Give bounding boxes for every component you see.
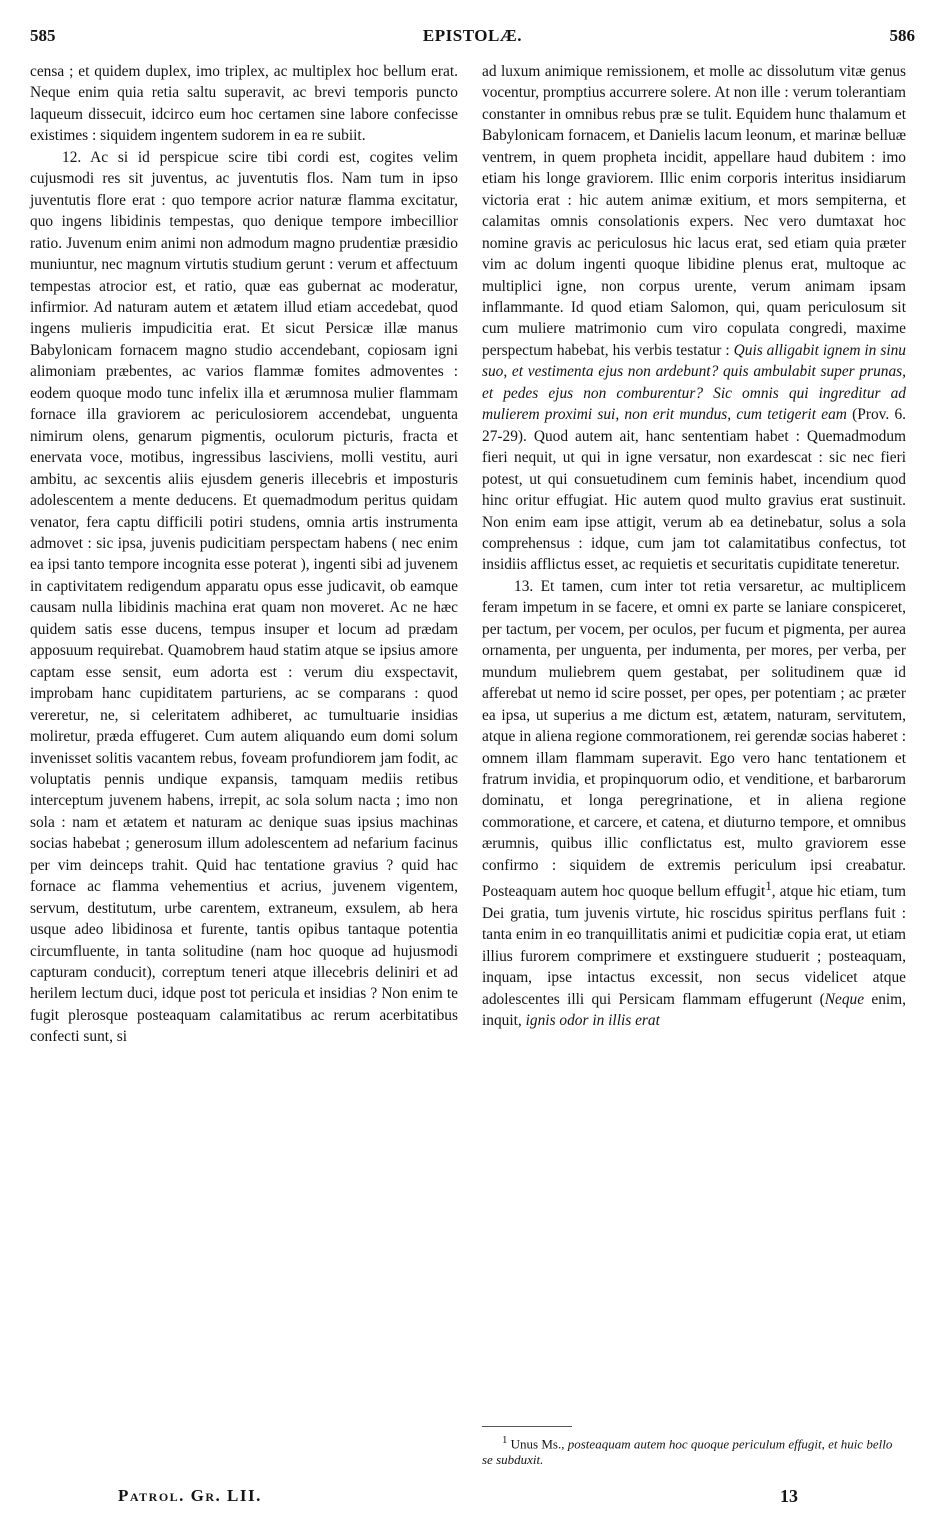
footnote-marker: 1 — [765, 879, 772, 894]
paragraph-text: Quod autem ait, hanc sententiam habet : Quemadmodum fieri nequit, ut qui in igne versatur, non exardescat : sic nec fieri potest, ut qui consuetudinem cum feminis habet, incendium quod hinc oritur effugiat. Hic autem quod multo gravius erat sustinuit. Non enim eam ipse attigit, verum ab ea detinebatur, solus a sola comprehensus : idque, cum jam tot calamitatibus confectus, tot insidiis afflictus esset, ac requietis et securitatis cupiditate teneretur. — [482, 427, 906, 574]
page-number-left: 585 — [30, 26, 56, 45]
scripture-reference: (Prov. 6. 27-29). — [482, 406, 906, 445]
right-column — [482, 61, 906, 1032]
paragraph-text: enim, inquit, — [482, 990, 906, 1030]
paragraph-text: ad luxum animique remissionem, et molle ac dissolutum vitæ genus vocentur, promptius accurrere solere. At non ille : verum tolerantiam constanter in omnibus rebus præ se tulit. Equidem hunc thalamum et Babylonicam fornacem, et Danielis lacum leonum, et marinæ belluæ ventrem, in quem propheta incidit, appellare haud dubitem : imo etiam his longe graviorem. Illic enim corporis interitus insidiarum victoria erat : hic autem animæ exitium, et mors sempiterna, et calamitas omnis consolationis expers. Nec vero dumtaxat hoc nomine gravis ac periculosus hic lacus erat, sed etiam quia præter vim ac dolum ingenti quoque libidine plenus erat, multoque ac multiplici igne, non corpus urente, verum animam ipsam inflammante. Id quod etiam Salomon, qui, quam periculosum sit cum muliere matrimonio cum viro copulata congredi, maxime perspectum habebat, his verbis testatur : — [482, 63, 906, 359]
footnote-number: 1 — [502, 1434, 508, 1446]
page-header — [30, 26, 915, 50]
page-number-right: 586 — [889, 26, 915, 45]
paragraph-13 — [482, 576, 906, 1032]
running-title: EPISTOLÆ. — [422, 26, 523, 45]
paragraph-text: 13. Et tamen, cum inter tot retia versaretur, ac multiplicem feram impetum in se facere, et omni ex parte se laniare conspiceret, per tactum, per vocem, per oculos, per fucum et pigmenta, per aurea ornamenta, per unguenta, per indumenta, per mores, per verba, per mundum muliebrem quem gestabat, per solitudinem quæ id afferebat ut nemo id scire posset, per opes, per potentiam ; ac præter ea ipsa, ut superius a me dictum est, ætatem, naturam, servitutem, atque in aliena regione commorationem, rei gerendæ socias haberet : omnem illam flammam superavit. Ego vero hanc tentationem et fratrum invidia, et propinquorum odio, et venditione, et barbarorum dominatu, et longa peregrinatione, et in aliena regione commoratione, et carcere, et catena, et diuturno tempore, et omnibus ærumnis, quibus illic conflictatus est, multo graviorem esse confirmo : siquidem de extremis periculum ipsi creabatur. Posteaquam autem hoc quoque bellum effugit — [482, 577, 906, 901]
left-column — [30, 61, 458, 1048]
footnote-variant: posteaquam autem hoc quoque periculum effugit, et huic bello se subduxit. — [482, 1436, 893, 1468]
footnote — [482, 1432, 906, 1468]
paragraph-continuation-right — [482, 61, 906, 576]
footnote-divider — [482, 1426, 572, 1427]
paragraph-text: , atque hic etiam, tum Dei gratia, tum juvenis virtute, hic roscidus spiritus perflans fuit : tanta enim in eo tranquillitatis animi et pudicitiæ copia erat, ut etiam illius furorem comprimere et exstinguere studuerit ; posteaquam, inquam, ipse intactus excessit, non secus videlicet atque adolescentes illi qui Persicam flammam effugerunt ( — [482, 883, 906, 1008]
scripture-quote: Quis alligabit ignem in sinu suo, et vestimenta ejus non ardebunt? quis ambulabit super prunas, et pedes ejus non comburentur? Sic omnis qui ingreditur ad mulierem proximi sui, non erit mundus, cum tetigerit eam — [482, 341, 906, 424]
scripture-quote: ignis odor in illis erat — [525, 1012, 660, 1030]
volume-signature: Patrol. Gr. LII. — [118, 1486, 262, 1505]
paragraph-continuation: censa ; et quidem duplex, imo triplex, ac multiplex hoc bellum erat. Neque enim quia retia saltu superavit, ac brevi temporis puncto laqueum dissecuit, idcirco eum hoc certamen sine labore confecisse existimes : siquidem ingentem sudorem in ea re subiit. — [30, 63, 458, 145]
scripture-quote: Neque — [824, 990, 865, 1008]
paragraph-12: 12. Ac si id perspicue scire tibi cordi est, cogites velim cujusmodi res sit juventus, ac juventutis flos. Nam tum in ipso juventutis flore erat : quo tempore acrior naturæ flamma excitatur, quo ingens libidinis tempestas, quo denique tempore imbecillior ratio. Juvenum enim animi non admodum magno prudentiæ præsidio muniuntur, nec magnum virtutis studium gerunt : verum et affectuum tempestas atrocior est, et ratio, quæ eas gubernat ac moderatur, infirmior. Ad naturam autem et ætatem illud etiam accedebat, quod ingens mulieris impudicitia erat. Et sicut Persicæ illæ manus Babylonicam fornacem magno studio accendebant, copiosam igni alimoniam præbentes, ac varios flammæ fomites admoventes : eodem quoque modo tunc infelix illa et ærumnosa mulier flammam fornace illa graviorem ac periculosiorem accendebat, unguenta nimirum olens, genarum pigmentis, oculorum picturis, fracta et enervata voce, motibus, ingressibus lasciviens, molli vestitu, auri ambitu, ac sexcentis aliis ejusdem generis illecebris et imposturis adolescentem a mente deducens. Et quemadmodum peritus quidam venator, fera captu difficili potiri studens, omnia artis instrumenta admovet : sic ipsa, juvenis pudicitiam perspectam habens ( nec enim ea ipsi tanto tempore incognita esse poterat ), ingenti sibi ad juvenem in captivitatem redigendum apparatu opus esse judicavit, ob eamque causam nulla libidinis machina erat quam non moveret. Ac ne hæc quidem satis esse ducens, tempus insuper et locum ad prædam apposuum requirebat. Quamobrem haud statim atque se ipsius amore captam esse sensit, eum adorta est : verum diu exspectavit, improbam hanc cupiditatem parturiens, ac se comparans : quod vereretur, ne, si celeritatem adhiberet, ac tumultuarie insidias moliretur, præda effugeret. Cum autem aliquando eum domi solum invenisset solitis vacantem rebus, foveam profundiorem jam fodit, ac voluptatis pennis undique expansis, tamquam mediis retibus interceptum juvenem habens, irrepit, ac sola solum nacta ; imo non sola : nam et ætatem et naturam ac denique suas ipsius machinas socias habebat ; generosum illum adolescentem ad nefarium facinus per vim deinceps trahit. Quid hac tentatione gravius ? quid hac fornace ac flamma vehementius et acrius, juvenem vigentem, servum, destitutum, urbe carentem, extraneum, exsulem, ab hera usque adeo libidinosa et furente, tantis opibus tantaque potentia circumfluente, in tanta solitudine (nam hoc quoque ad hujusmodi capturam conducit), correptum teneri atque illecebris deliniri et ad herilem lectum duci, idque post tot pericula et insidias ? Non enim te fugit plerosque posteaquam calamitatibus ac rerum acerbitatibus confecti sunt, si — [30, 148, 458, 1046]
signature-number: 13 — [780, 1486, 798, 1506]
footnote-source: Unus Ms., — [510, 1436, 565, 1452]
